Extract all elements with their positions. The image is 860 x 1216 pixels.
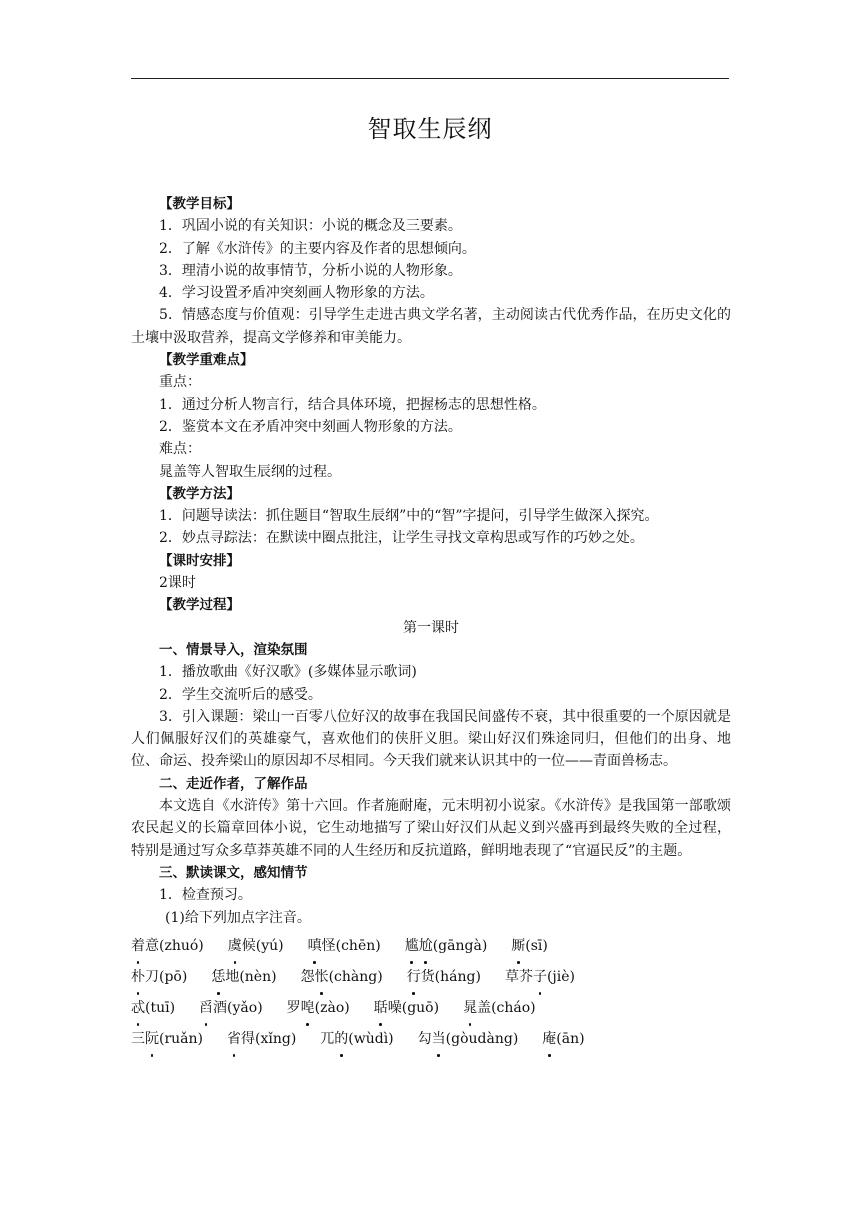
section-heading: 二、走近作者，了解作品: [159, 775, 308, 792]
section-item: 2．学生交流听后的感受。: [159, 686, 322, 703]
pinyin-row: [131, 995, 731, 1022]
pinyin-list: [131, 933, 731, 1053]
pinyin-prefix: 罗: [286, 999, 301, 1016]
dotted-character: 嗔: [308, 933, 322, 960]
pinyin-annotation: 噪(guō): [387, 999, 440, 1016]
objective-item: 2．了解《水浒传》的主要内容及作者的思想倾向。: [159, 240, 476, 257]
pinyin-annotation: (sī): [525, 937, 548, 954]
dotted-character: 晁: [463, 995, 477, 1022]
document-body: [131, 193, 731, 1053]
objective-item: 1．巩固小说的有关知识：小说的概念及三要素。: [159, 218, 462, 235]
focus-item: 1．通过分析人物言行，结合具体环境，把握杨志的思想性格。: [159, 396, 546, 413]
pinyin-item: [227, 1026, 296, 1053]
difficulty-label: 难点：: [159, 441, 201, 458]
pinyin-annotation: (gāngà): [432, 937, 488, 954]
pinyin-row: [131, 1026, 731, 1053]
difficulty-text: 晁盖等人智取生辰纲的过程。: [159, 463, 341, 480]
pinyin-item: [131, 964, 187, 991]
section-paragraph: 本文选自《水浒传》第十六回。作者施耐庵，元末明初小说家。《水浒传》是我国第一部歌颂农民起义的长篇章回体小说，它生动地描写了梁山好汉们从起义到兴盛再到最终失败的全过程，特别是通过写众多草莽英雄不同的人生经历和反抗道路，鲜明地表现了“官逼民反”的主题。: [131, 798, 731, 859]
process-heading: 【教学过程】: [159, 597, 240, 614]
dotted-character: 怅: [315, 964, 329, 991]
pinyin-annotation: (zào): [314, 999, 350, 1016]
dotted-character: 着: [131, 933, 145, 960]
pinyin-annotation: 怪(chēn): [321, 937, 381, 954]
dotted-character: 行: [407, 964, 421, 991]
dotted-character: 恁: [211, 964, 225, 991]
pinyin-prefix: 三: [131, 1030, 145, 1047]
pinyin-item: [320, 1026, 393, 1053]
dotted-character: 阮: [145, 1026, 159, 1053]
pinyin-item: [211, 964, 276, 991]
pinyin-prefix: 怨: [300, 968, 315, 985]
pinyin-annotation: 地(nèn): [225, 968, 277, 985]
pinyin-annotation: (gòudàng): [445, 1030, 519, 1047]
pinyin-item: [407, 964, 481, 991]
pinyin-annotation: 候(yú): [241, 937, 284, 954]
pinyin-prefix: 草芥: [504, 968, 533, 985]
dotted-character: 厮: [511, 933, 525, 960]
pinyin-item: [374, 995, 439, 1022]
pinyin-annotation: (wùdì): [348, 1030, 394, 1047]
pinyin-item: [131, 933, 204, 960]
pinyin-item: [131, 1026, 203, 1053]
dotted-character: 聒: [374, 995, 388, 1022]
schedule-heading: 【课时安排】: [159, 552, 240, 569]
dotted-character: 虞: [228, 933, 242, 960]
methods-heading: 【教学方法】: [159, 485, 240, 502]
pinyin-annotation: (ān): [556, 1030, 585, 1047]
pinyin-annotation: (jiè): [546, 968, 575, 985]
pinyin-item: [131, 995, 175, 1022]
sub-item: (1)给下列加点字注音。: [165, 909, 311, 926]
method-item: 1．问题导读法：抓住题目“智取生辰纲”中的“智”字提问，引导学生做深入探究。: [159, 508, 659, 525]
pinyin-annotation: (ruǎn): [159, 1030, 203, 1047]
pinyin-prefix: 兀: [320, 1030, 335, 1047]
objectives-heading: 【教学目标】: [159, 196, 240, 212]
header-rule: [131, 78, 729, 79]
pinyin-item: [418, 1026, 519, 1053]
pinyin-annotation: (tuī): [145, 999, 176, 1016]
dotted-character: 舀: [199, 995, 213, 1022]
dotted-character: 省: [227, 1026, 241, 1053]
dotted-character: 朴: [131, 964, 145, 991]
pinyin-prefix: 勾: [417, 1030, 432, 1047]
dotted-character: 忒: [131, 995, 145, 1022]
dotted-character: 当: [432, 1026, 446, 1053]
objective-item: 5．情感态度与价值观：引导学生走进古典文学名著，主动阅读古代优秀作品，在历史文化的土壤中汲取营养，提高文学修养和审美能力。: [131, 307, 731, 346]
schedule-text: 2课时: [159, 575, 196, 592]
objective-item: 4．学习设置矛盾冲突刻画人物形象的方法。: [159, 285, 434, 302]
dotted-character: 庵: [542, 1026, 556, 1053]
pinyin-annotation: 酒(yǎo): [213, 999, 263, 1016]
pinyin-item: [463, 995, 536, 1022]
pinyin-item: [308, 933, 381, 960]
objective-item: 3．理清小说的故事情节，分析小说的人物形象。: [159, 262, 462, 279]
pinyin-item: [287, 995, 350, 1022]
pinyin-annotation: 货(háng): [420, 968, 481, 985]
focus-label: 重点：: [159, 374, 201, 391]
key-points-heading: 【教学重难点】: [159, 352, 254, 369]
pinyin-item: [228, 933, 284, 960]
pinyin-annotation: 盖(cháo): [477, 999, 536, 1016]
dotted-character: 唣: [301, 995, 315, 1022]
pinyin-item: [505, 964, 575, 991]
dotted-character: 的: [334, 1026, 348, 1053]
pinyin-annotation: (chàng): [328, 968, 383, 985]
section-item: 3．引入课题：梁山一百零八位好汉的故事在我国民间盛传不衰，其中很重要的一个原因就是人们佩服好汉们的英雄豪气，喜欢他们的侠肝义胆。梁山好汉们殊途同归，但他们的出身、地位、命运、投奔梁山的原因却不尽相同。今天我们就来认识其中的一位——青面兽杨志。: [131, 708, 731, 770]
dotted-character: 子: [533, 964, 547, 991]
pinyin-annotation: 得(xǐng): [241, 1030, 297, 1047]
section-item: 1．播放歌曲《好汉歌》(多媒体显示歌词): [159, 664, 417, 681]
pinyin-item: [199, 995, 263, 1022]
pinyin-item: [405, 933, 488, 960]
pinyin-item: [301, 964, 383, 991]
pinyin-row: [131, 933, 731, 960]
dotted-character: 尴: [405, 933, 419, 960]
section-heading: 一、情景导入，渲染氛围: [159, 641, 308, 658]
dotted-character: 尬: [419, 933, 433, 960]
section-item: 1．检查预习。: [159, 887, 252, 904]
pinyin-row: [131, 964, 731, 991]
section-heading: 三、默读课文，感知情节: [159, 864, 308, 881]
focus-item: 2．鉴赏本文在矛盾冲突中刻画人物形象的方法。: [159, 418, 462, 435]
method-item: 2．妙点寻踪法：在默读中圈点批注，让学生寻找文章构思或写作的巧妙之处。: [159, 530, 644, 547]
lesson-title: 第一课时: [403, 619, 459, 636]
pinyin-annotation: 刀(pō): [145, 968, 188, 985]
pinyin-annotation: 意(zhuó): [145, 937, 204, 954]
pinyin-item: [542, 1026, 584, 1053]
pinyin-item: [511, 933, 548, 960]
page-title: 智取生辰纲: [367, 115, 493, 143]
